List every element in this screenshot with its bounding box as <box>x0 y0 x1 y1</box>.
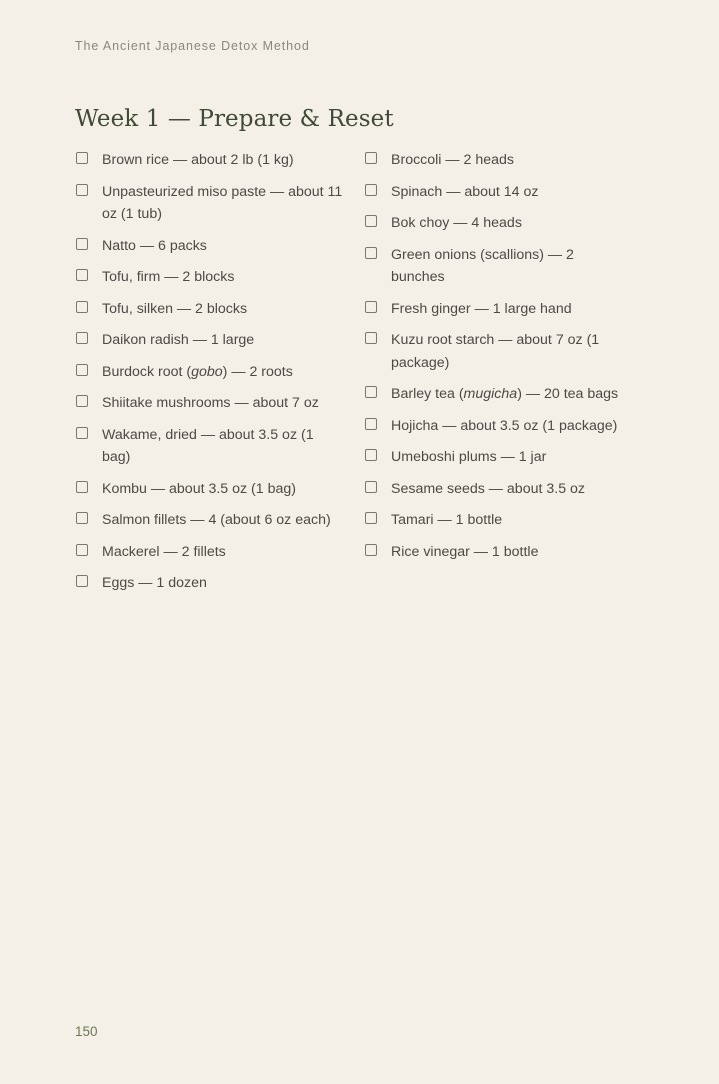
checkbox-icon[interactable] <box>76 269 88 281</box>
checkbox-icon[interactable] <box>76 364 88 376</box>
label-text: ) — 20 tea bags <box>517 386 619 402</box>
checkbox-icon[interactable] <box>365 247 377 259</box>
checkbox-icon[interactable] <box>76 427 88 439</box>
checklist-item-label: Brown rice — about 2 lb (1 kg) <box>102 152 294 168</box>
checkbox-icon[interactable] <box>365 544 377 556</box>
checklist-item-label: Umeboshi plums — 1 jar <box>391 449 547 465</box>
checklist-item-label: Kuzu root starch — about 7 oz (1 package) <box>391 332 600 371</box>
checklist-item <box>75 392 345 415</box>
checklist-item-label: Green onions (scallions) — 2 bunches <box>391 246 574 285</box>
checklist-item <box>364 181 629 204</box>
checklist-item-label: Fresh ginger — 1 large hand <box>391 300 572 317</box>
checklist-item-label: Salmon fillets — 4 (about 6 oz each) <box>102 512 331 528</box>
checklist-column-left <box>75 149 345 604</box>
checklist-item-label: Hojicha — about 3.5 oz (1 package) <box>391 417 618 434</box>
checklist-item-label: Tofu, silken — 2 blocks <box>102 300 248 317</box>
checklist-item-label <box>102 364 293 380</box>
checklist-item <box>75 361 345 384</box>
checkbox-icon[interactable] <box>365 301 377 313</box>
checklist-item-label: Eggs — 1 dozen <box>102 575 207 591</box>
label-italic-term: gobo <box>191 363 223 380</box>
checklist-item <box>75 266 345 289</box>
checklist-item <box>75 235 345 258</box>
checklist-item <box>75 478 345 501</box>
checkbox-icon[interactable] <box>365 449 377 461</box>
checkbox-icon[interactable] <box>365 152 377 164</box>
section-title: Week 1 — Prepare & Reset <box>75 106 394 132</box>
checkbox-icon[interactable] <box>76 301 88 313</box>
label-text: Burdock root ( <box>102 363 192 380</box>
checklist-item <box>364 509 629 532</box>
checklist-item <box>364 329 629 374</box>
checklist-item <box>364 541 629 564</box>
label-italic-term: mugicha <box>463 386 518 402</box>
checkbox-icon[interactable] <box>365 184 377 196</box>
checklist-item-label: Broccoli — 2 heads <box>391 152 515 168</box>
checklist-item <box>364 478 629 501</box>
checklist-item-label: Natto — 6 packs <box>102 237 207 254</box>
checklist-item-label: Shiitake mushrooms — about 7 oz <box>102 395 319 411</box>
checkbox-icon[interactable] <box>365 332 377 344</box>
checklist-item-label: Kombu — about 3.5 oz (1 bag) <box>102 480 297 497</box>
checkbox-icon[interactable] <box>76 544 88 556</box>
checklist-item-label: Wakame, dried — about 3.5 oz (1 bag) <box>102 426 314 465</box>
checklist-item <box>364 244 629 289</box>
checklist-item-label: Sesame seeds — about 3.5 oz <box>391 480 586 497</box>
checklist-item <box>75 298 345 321</box>
checklist-item-label: Tamari — 1 bottle <box>391 512 503 528</box>
checklist-item-label: Daikon radish — 1 large <box>102 332 255 348</box>
checkbox-icon[interactable] <box>76 184 88 196</box>
checklist-item <box>364 298 629 321</box>
label-text: Barley tea ( <box>391 386 464 402</box>
checklist-item <box>75 572 345 595</box>
checkbox-icon[interactable] <box>365 418 377 430</box>
checkbox-icon[interactable] <box>365 386 377 398</box>
checklist-item-label: Bok choy — 4 heads <box>391 215 522 231</box>
checkbox-icon[interactable] <box>76 575 88 587</box>
checklist-item <box>75 541 345 564</box>
checkbox-icon[interactable] <box>76 238 88 250</box>
label-text: ) — 2 roots <box>222 363 293 380</box>
checkbox-icon[interactable] <box>76 395 88 407</box>
checklist-item <box>75 424 345 469</box>
checklist-item <box>364 383 629 406</box>
checklist-item <box>75 149 345 172</box>
checklist-item-label: Rice vinegar — 1 bottle <box>391 543 539 560</box>
checkbox-icon[interactable] <box>365 481 377 493</box>
checklist-item-label: Tofu, firm — 2 blocks <box>102 269 235 285</box>
checkbox-icon[interactable] <box>365 512 377 524</box>
page-number: 150 <box>75 1024 98 1039</box>
checklist-item-label <box>391 386 618 402</box>
checkbox-icon[interactable] <box>76 332 88 344</box>
checklist-item <box>75 509 345 532</box>
checklist-item <box>364 446 629 469</box>
checklist-column-right <box>364 149 629 572</box>
checklist-item <box>364 415 629 438</box>
checklist-item <box>364 149 629 172</box>
checkbox-icon[interactable] <box>76 512 88 524</box>
checkbox-icon[interactable] <box>76 152 88 164</box>
running-header: The Ancient Japanese Detox Method <box>75 39 310 53</box>
checklist-item-label: Mackerel — 2 fillets <box>102 543 226 560</box>
checklist-item <box>75 329 345 352</box>
checklist-item <box>75 181 345 226</box>
checklist-item-label: Unpasteurized miso paste — about 11 oz (1 tub) <box>102 183 343 222</box>
checkbox-icon[interactable] <box>76 481 88 493</box>
checkbox-icon[interactable] <box>365 215 377 227</box>
checklist-item-label: Spinach — about 14 oz <box>391 183 539 200</box>
checklist-item <box>364 212 629 235</box>
